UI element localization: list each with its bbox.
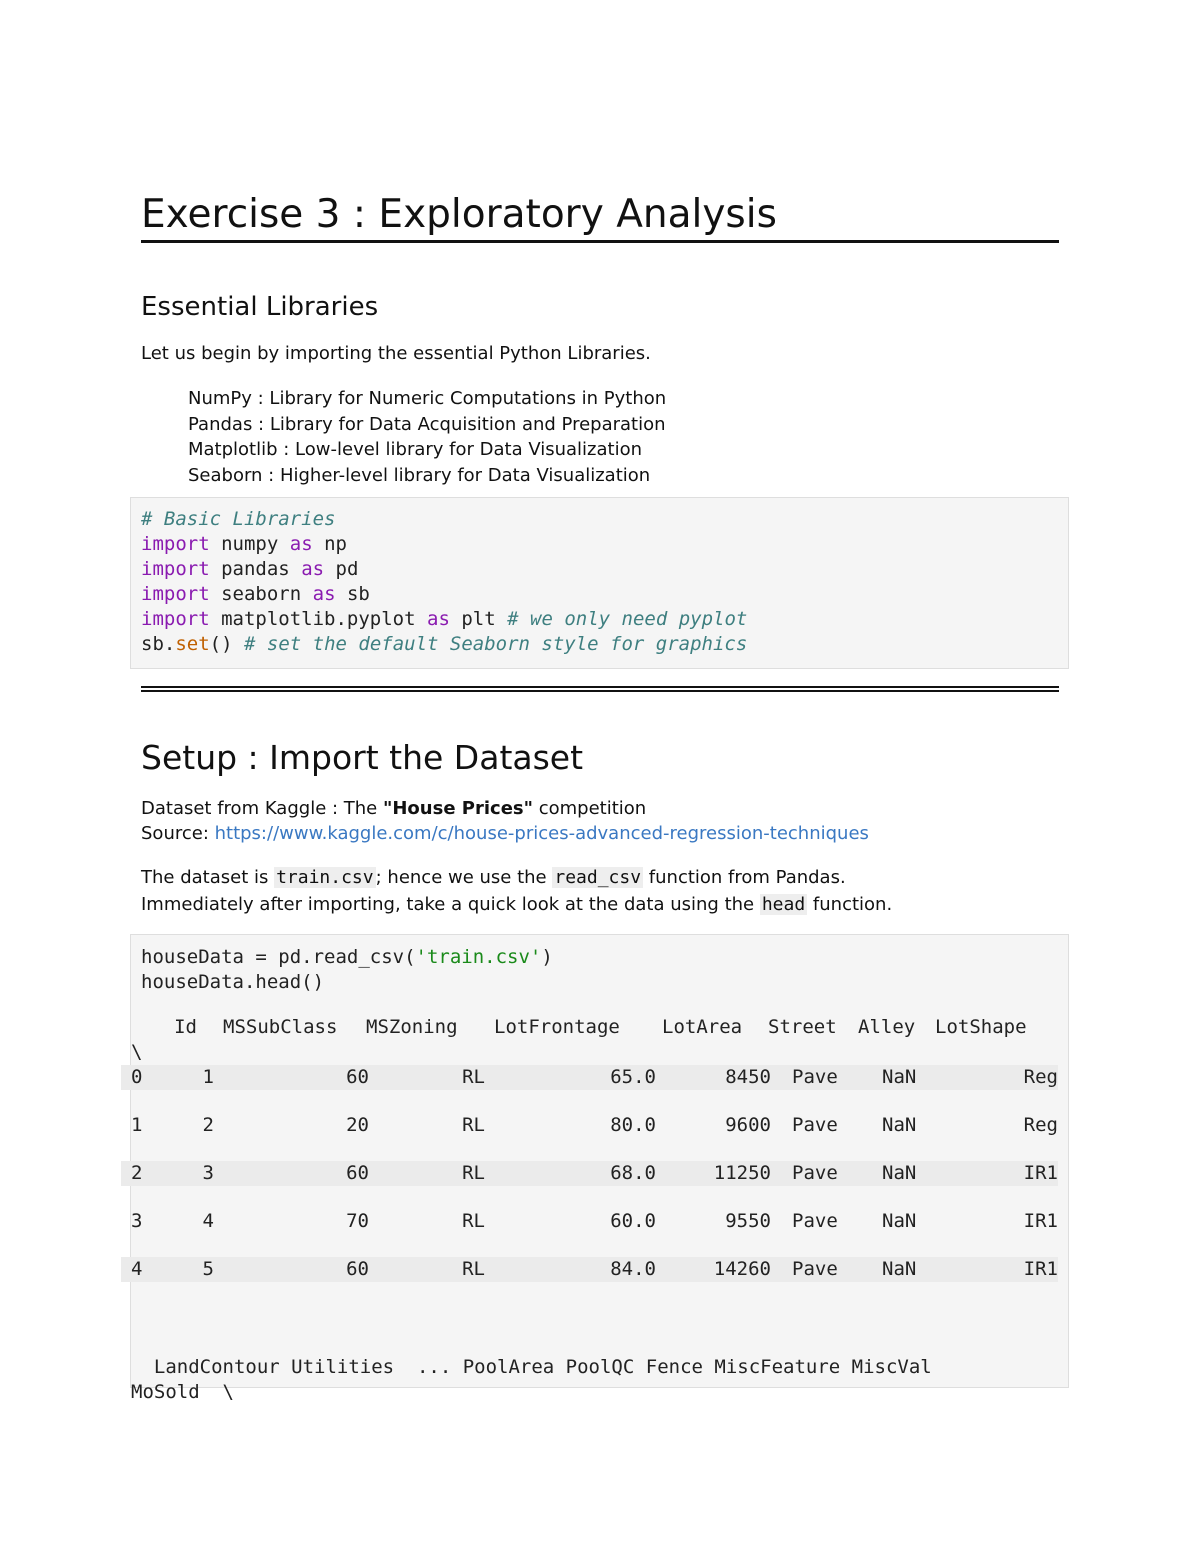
second-header-line: LandContour Utilities ... PoolArea PoolQC Fence MiscFeature MiscVal <box>131 1356 932 1378</box>
code-line: import pandas as pd <box>141 558 359 580</box>
table-cell: NaN <box>882 1066 917 1088</box>
code-line: houseData.head() <box>141 971 325 993</box>
code-line: # Basic Libraries <box>141 508 336 530</box>
table-cell: NaN <box>882 1162 917 1184</box>
table-cell: 4 <box>202 1210 214 1232</box>
table-cell: 20 <box>346 1114 369 1136</box>
table-row <box>131 1209 1068 1257</box>
table-body <box>131 1065 1068 1305</box>
table-cell: Reg <box>1023 1066 1058 1088</box>
column-header: LotShape <box>935 1016 1027 1038</box>
table-row <box>131 1065 1068 1113</box>
dataset-line: Dataset from Kaggle : The "House Prices" competition <box>141 798 647 819</box>
code-line: import numpy as np <box>141 533 347 555</box>
table-cell: Pave <box>792 1210 838 1232</box>
page-title: Exercise 3 : Exploratory Analysis <box>141 192 777 237</box>
table-cell: 1 <box>131 1114 143 1136</box>
code-line: import matplotlib.pyplot as plt # we only need pyplot <box>141 608 748 630</box>
column-header: Id <box>174 1016 197 1038</box>
table-cell: 3 <box>131 1210 143 1232</box>
second-header-line: MoSold \ <box>131 1381 234 1403</box>
table-cell: 60 <box>346 1066 369 1088</box>
column-header: LotArea <box>662 1016 743 1038</box>
source-line: Source: https://www.kaggle.com/c/house-prices-advanced-regression-techniques <box>141 823 869 844</box>
table-cell: 3 <box>202 1162 214 1184</box>
row-stripe <box>121 1161 1058 1186</box>
table-cell: RL <box>462 1066 485 1088</box>
table-cell: 4 <box>131 1258 143 1280</box>
table-cell: 9550 <box>725 1210 771 1232</box>
title-underline <box>141 240 1059 243</box>
section-heading-setup: Setup : Import the Dataset <box>141 738 584 777</box>
column-header: Street <box>768 1016 837 1038</box>
table-cell: IR1 <box>1023 1210 1058 1232</box>
dataframe-output <box>131 1015 1068 1405</box>
table-cell: Pave <box>792 1114 838 1136</box>
column-header: MSSubClass <box>223 1016 338 1038</box>
inline-code: read_csv <box>554 867 642 888</box>
table-cell: 1 <box>202 1066 214 1088</box>
table-cell: 60 <box>346 1162 369 1184</box>
library-item: Seaborn : Higher-level library for Data Visualization <box>188 464 651 486</box>
inline-code: head <box>761 894 806 915</box>
library-item: NumPy : Library for Numeric Computations in Python <box>188 388 667 409</box>
table-cell: RL <box>462 1210 485 1232</box>
row-stripe <box>121 1065 1058 1090</box>
table-cell: RL <box>462 1258 485 1280</box>
table-cell: 0 <box>131 1066 143 1088</box>
table-cell: Pave <box>792 1162 838 1184</box>
libraries-intro: Let us begin by importing the essential Python Libraries. <box>141 343 651 364</box>
table-cell: Pave <box>792 1258 838 1280</box>
row-stripe <box>121 1113 1058 1138</box>
library-item: Pandas : Library for Data Acquisition and Preparation <box>188 413 666 435</box>
table-cell: 60.0 <box>610 1210 656 1232</box>
table-cell: NaN <box>882 1258 917 1280</box>
column-header: Alley <box>858 1016 916 1038</box>
section-divider <box>141 686 1059 692</box>
table-cell: IR1 <box>1023 1258 1058 1280</box>
table-cell: 84.0 <box>610 1258 656 1280</box>
row-stripe <box>121 1209 1058 1234</box>
table-cell: Reg <box>1023 1114 1058 1136</box>
table-cell: IR1 <box>1023 1162 1058 1184</box>
table-cell: 70 <box>346 1210 369 1232</box>
code-line: sb.set() # set the default Seaborn style for graphics <box>141 633 748 655</box>
table-cell: NaN <box>882 1210 917 1232</box>
table-row <box>131 1257 1068 1305</box>
column-header: LotFrontage <box>494 1016 620 1038</box>
table-cell: 9600 <box>725 1114 771 1136</box>
source-link[interactable]: https://www.kaggle.com/c/house-prices-advanced-regression-techniques <box>214 823 869 844</box>
table-header <box>131 1015 1068 1040</box>
inline-code: train.csv <box>276 867 374 888</box>
continuation-marker: \ <box>131 1041 143 1063</box>
table-cell: RL <box>462 1162 485 1184</box>
table-cell: Pave <box>792 1066 838 1088</box>
table-cell: 80.0 <box>610 1114 656 1136</box>
code-cell-imports[interactable] <box>130 497 1069 669</box>
table-row <box>131 1161 1068 1209</box>
table-cell: 60 <box>346 1258 369 1280</box>
row-stripe <box>121 1257 1058 1282</box>
table-cell: 11250 <box>713 1162 771 1184</box>
table-cell: 14260 <box>713 1258 771 1280</box>
table-cell: RL <box>462 1114 485 1136</box>
table-cell: 8450 <box>725 1066 771 1088</box>
table-cell: 2 <box>202 1114 214 1136</box>
table-cell: 65.0 <box>610 1066 656 1088</box>
code-cell-read-data[interactable] <box>130 934 1069 1403</box>
table-cell: NaN <box>882 1114 917 1136</box>
section-heading-libraries: Essential Libraries <box>141 292 379 322</box>
library-item: Matplotlib : Low-level library for Data Visualization <box>188 439 643 460</box>
table-row <box>131 1113 1068 1161</box>
table-cell: 68.0 <box>610 1162 656 1184</box>
paragraph-head: Immediately after importing, take a quick look at the data using the head function. <box>141 894 893 915</box>
table-cell: 5 <box>202 1258 214 1280</box>
code-line: import seaborn as sb <box>141 583 370 605</box>
paragraph-read-csv: The dataset is train.csv ; hence we use the read_csv function from Pandas. <box>141 867 846 888</box>
column-header: MSZoning <box>366 1016 458 1038</box>
code-line: houseData = pd.read_csv('train.csv') <box>141 946 553 968</box>
library-list <box>188 386 666 488</box>
table-cell: 2 <box>131 1162 143 1184</box>
